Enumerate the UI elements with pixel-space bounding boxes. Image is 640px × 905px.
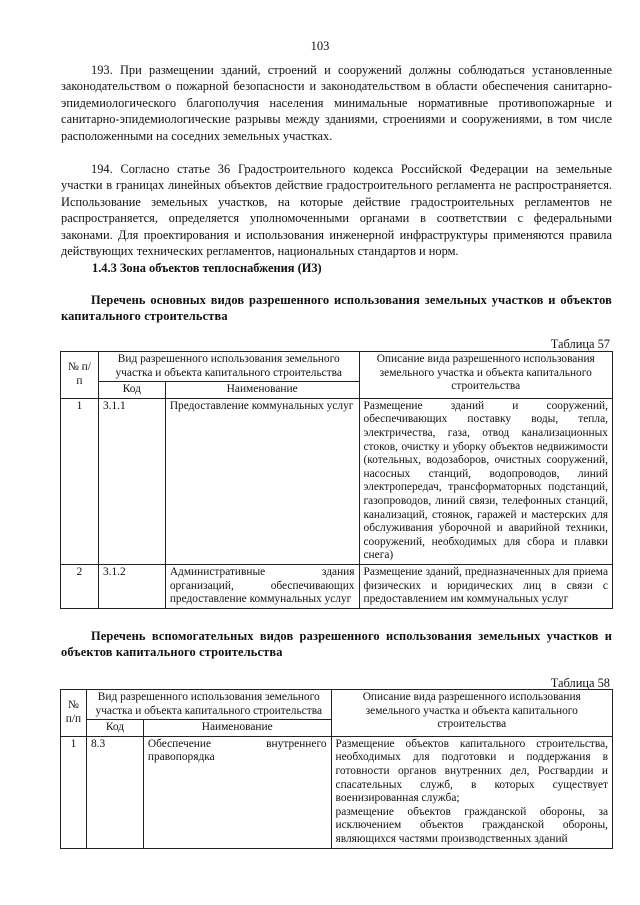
row-desc-part1: Размещение объектов капитального строительства, необходимых для подготовки и поддержания в готовности органов внутренних дел, Росгвардии и спасательных служб, в которых существует военизированная служба; (335, 737, 608, 805)
table57-col-code: Код (98, 382, 165, 399)
row-desc: Размещение зданий и сооружений, обеспечивающих поставку воды, тепла, электричества, газа, отвод канализационных стоков, очистку и уборку объектов недвижимости (котельных, водозаборов, очистных сооружений, насосных станций, водопроводов, линий электропередач, трансформаторных подстанций, газопроводов, линий связи, телефонных станций, канализаций, стоянок, гаражей и мастерских для обслуживания уборочной и аварийной техники, сооружений, необходимых для сбора и плавки снега) (359, 398, 613, 564)
table57-col-name: Наименование (165, 382, 359, 399)
row-code: 3.1.2 (98, 564, 165, 608)
table-57 (60, 351, 613, 609)
row-num: 1 (61, 398, 99, 564)
table58-col-code: Код (86, 720, 143, 737)
table-58 (60, 689, 613, 849)
page-number: 103 (310, 39, 330, 53)
row-name: Административные здания организаций, обеспечивающих предоставление коммунальных услуг (165, 564, 359, 608)
table58-col-type: Вид разрешенного использования земельного участка и объекта капитального строительства (86, 690, 331, 720)
table58-col-desc: Описание вида разрешенного использования земельного участка и объекта капитального строительства (331, 690, 612, 737)
paragraph-194: 194. Согласно статье 36 Градостроительного кодекса Российской Федерации на земельные участки в границах линейных объектов действие градостроительного регламента не распространяется. Использование земельных участков, на которые действие градостроительных регламентов не распространяется, определяется уполномоченными органами в соответствии с федеральными законами. Для проектирования и использования инженерной инфраструктуры применяются правила действующих технических регламентов, национальных стандартов и норм. (61, 162, 612, 259)
row-num: 2 (61, 564, 99, 608)
table58-caption: Таблица 58 (550, 676, 610, 690)
table57-col-desc: Описание вида разрешенного использования земельного участка и объекта капитального строительства (359, 352, 613, 399)
table-row (61, 736, 613, 848)
row-desc-part2: размещение объектов гражданской обороны, за исключением объектов гражданской обороны, являющихся частями производственных зданий (335, 805, 608, 845)
row-name: Предоставление коммунальных услуг (165, 398, 359, 564)
table57-caption: Таблица 57 (550, 337, 610, 351)
table-row (61, 564, 613, 608)
paragraph-193: 193. При размещении зданий, строений и сооружений должны соблюдаться установленные законодательством о пожарной безопасности и законодательством в области обеспечения санитарно-эпидемиологического благополучия населения минимальные нормативные противопожарные и санитарно-эпидемиологические разрывы между зданиями, строениями и сооружениями, в том числе расположенными на соседних земельных участках. (61, 63, 612, 143)
table57-header-row (61, 352, 613, 382)
row-name: Обеспечение внутреннего правопорядка (143, 736, 331, 848)
table-row (61, 398, 613, 564)
row-code: 3.1.1 (98, 398, 165, 564)
table58-header-row (61, 690, 613, 720)
table58-col-num: № п/п (61, 690, 87, 737)
table58-col-name: Наименование (143, 720, 331, 737)
row-desc: Размещение зданий, предназначенных для приема физических и юридических лиц в связи с предоставлением им коммунальных услуг (359, 564, 613, 608)
table58-heading: Перечень вспомогательных видов разрешенного использования земельных участков и объектов капитального строительства (61, 629, 612, 660)
row-desc (331, 736, 612, 848)
table57-heading: Перечень основных видов разрешенного использования земельных участков и объектов капитального строительства (61, 293, 612, 324)
table57-col-num: № п/п (61, 352, 99, 399)
table57-col-type: Вид разрешенного использования земельного участка и объекта капитального строительства (98, 352, 359, 382)
section-title: 1.4.3 Зона объектов теплоснабжения (И3) (92, 261, 322, 275)
row-code: 8.3 (86, 736, 143, 848)
row-num: 1 (61, 736, 87, 848)
